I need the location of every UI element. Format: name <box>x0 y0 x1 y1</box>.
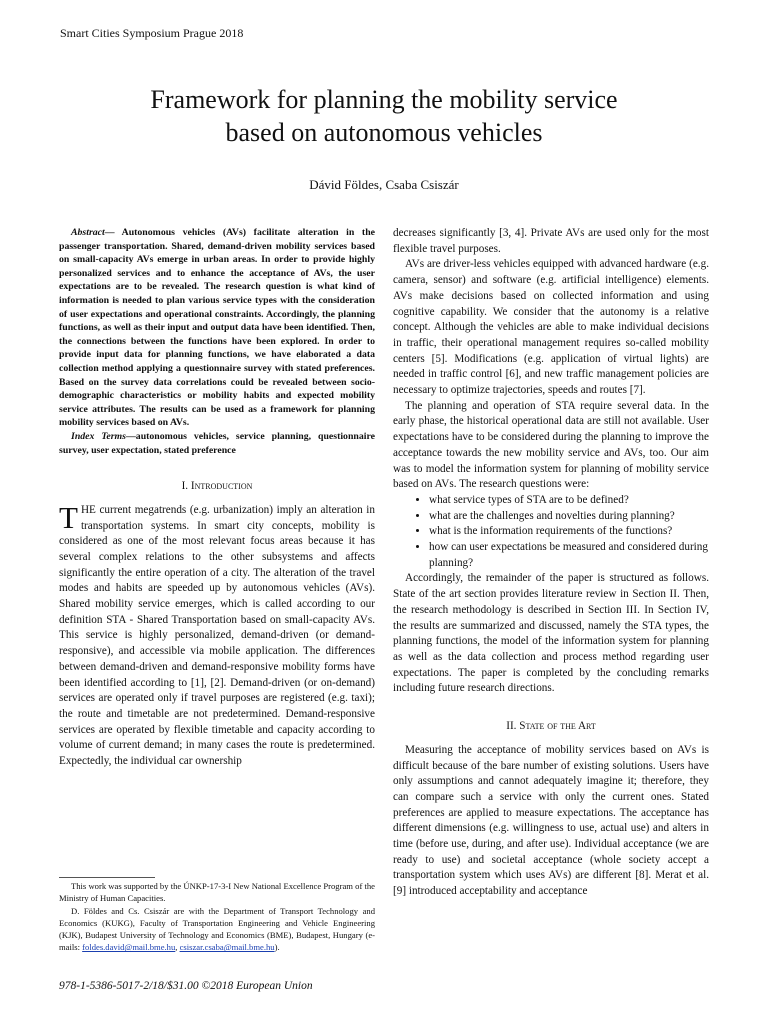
paper-title <box>0 83 768 149</box>
section-heading-state-of-the-art: II. State of the Art <box>506 720 596 733</box>
footnote-funding: This work was supported by the ÚNKP-17-3-I New National Excellence Program of the Ministry of Human Capacities. <box>59 881 375 904</box>
index-terms <box>59 430 375 457</box>
footnote-separator: , <box>175 942 180 953</box>
research-questions-list <box>393 493 709 572</box>
paragraph-planning: The planning and operation of STA require several data. In the early phase, the historical operational data are still not available. User expectations have to be considered during the planning to improve the acceptance towards the new mobility service and AVs, too. Our aim was to model the information system for planning of mobility service based on AVs. The research questions were: <box>393 399 709 491</box>
drop-cap: T <box>59 499 78 535</box>
list-item: • what is the information requirements of the functions? <box>429 524 709 540</box>
abstract-text: Autonomous vehicles (AVs) facilitate alteration in the passenger transportation. Shared, demand-driven mobility services based on small-capacity AVs emerge in urban areas. In order to provide highly personalized services and to enhance the acceptance of AVs, the user expectations are to be revealed. The research question is what kind of information is needed to plan various service types with the consideration of user expectations and operational constraints. Accordingly, the planning functions, as well as their input and output data have been identified. Then, the connections between the functions have been explored. In order to provide input data for planning functions, we have elaborated a data collection method applying a questionnaire survey with stated preferences. Based on the survey data correlations could be revealed between socio-demographic characteristics or mobility habits and expected mobility service attributes. The results can be used as a framework for planning mobility services based on AVs. <box>59 227 375 429</box>
footnote <box>59 877 375 954</box>
list-item: • how can user expectations be measured and considered during planning? <box>429 540 709 571</box>
paragraph-acceptance: Measuring the acceptance of mobility services based on AVs is difficult because of the bare number of existing solutions. Users have only assumptions and cannot adequately imagine it; therefore, they can compare such a service with only the current ones. Stated preferences are applied to measure expectations. The acceptance has different dimensions (e.g. willingness to use, actual use) and alters in time (before use, during, and after use). Individual acceptance (we are ready to use) and societal acceptance (whole society accept a transportation system which uses AVs) are different [8]. Merat et al. [9] introduced acceptability and acceptance <box>393 743 709 898</box>
index-terms-label: Index Terms <box>71 430 126 442</box>
paragraph-structure: Accordingly, the remainder of the paper is structured as follows. State of the art section provides literature review in Section II. Then, the research methodology is described in Section III. In Section IV, the results are summarized and discussed, namely the STA types, the planning functions, the model of the information system for planning as well as the data collection and process method regarding user expectations. The paper is completed by the concluding remarks including future research directions. <box>393 572 709 695</box>
left-column <box>59 226 375 770</box>
intro-paragraph <box>59 499 375 770</box>
abstract-dash: — <box>104 227 122 238</box>
authors: Dávid Földes, Csaba Csiszár <box>309 177 459 192</box>
email-link-csiszar[interactable]: csiszar.csaba@mail.bme.hu <box>179 942 275 953</box>
abstract-label: Abstract <box>71 227 105 238</box>
intro-text: HE current megatrends (e.g. urbanization) imply an alteration in transportation systems. In smart city concepts, mobility is considered as one of the most relevant focus areas because it has several complex relations to the other subsystems and affects significantly the entire operation of a city. The alteration of the travel modes and habits are speeded up by autonomous vehicles (AVs). Shared mobility service emerges, which is called according to our definition STA - Shared Transportation based on small-capacity AVs. This service is highly personalized, demand-driven (or demand-responsive), and accessible via mobile application. The differences between demand-driven and demand-responsive mobility forms have been identified according to [1], [2]. Demand-driven (or on-demand) services are operated only if travel purposes are registered (e.g. taxi); the route and timetable are not predetermined. Demand-responsive services are operated by flexible timetable and capacity according to volume of current demand; in many cases the route is predetermined. Expectedly, the individual car ownership <box>59 503 375 768</box>
copyright-line: 978-1-5386-5017-2/18/$31.00 ©2018 European Union <box>59 980 313 992</box>
section-heading-introduction: I. Introduction <box>181 480 253 493</box>
paragraph-continuation: decreases significantly [3, 4]. Private AVs are used only for the most flexible travel purposes. <box>393 227 709 255</box>
list-item: • what are the challenges and novelties during planning? <box>429 509 709 525</box>
paragraph-avs: AVs are driver-less vehicles equipped with advanced hardware (e.g. camera, sensor) and software (e.g. artificial intelligence) elements. AVs make decisions based on collected information and using cognitive capability. We consider that the autonomy is a relative concept. Although the vehicles are able to make individual decisions in traffic, their operational management requires so-called mobility centers [5]. Modifications (e.g. application of virtual lights) are needed in traffic control [6], and new traffic management policies are necessary to optimize trajectories, speeds and routes [7]. <box>393 258 709 397</box>
footnote-affiliation-text: D. Földes and Cs. Csiszár are with the Department of Transport Technology and Economics (KUKG), Faculty of Transportation Engineering and Vehicle Engineering (KJK), Budapest University of Technology and Economics (BME), Budapest, Hungary (e-mails: <box>59 905 375 953</box>
index-terms-text: —autonomous vehicles, service planning, questionnaire survey, user expectation, stated preference <box>59 430 375 456</box>
right-column <box>393 226 709 900</box>
title-line-1: Framework for planning the mobility service <box>150 85 618 114</box>
footnote-affiliation <box>59 905 375 954</box>
list-item: • what service types of STA are to be defined? <box>429 493 709 509</box>
email-link-foldes[interactable]: foldes.david@mail.bme.hu <box>82 942 176 953</box>
abstract <box>59 226 375 430</box>
running-header: Smart Cities Symposium Prague 2018 <box>60 26 244 40</box>
footnote-rule <box>59 877 155 878</box>
title-line-2: based on autonomous vehicles <box>225 118 543 147</box>
footnote-end: ). <box>274 942 280 953</box>
